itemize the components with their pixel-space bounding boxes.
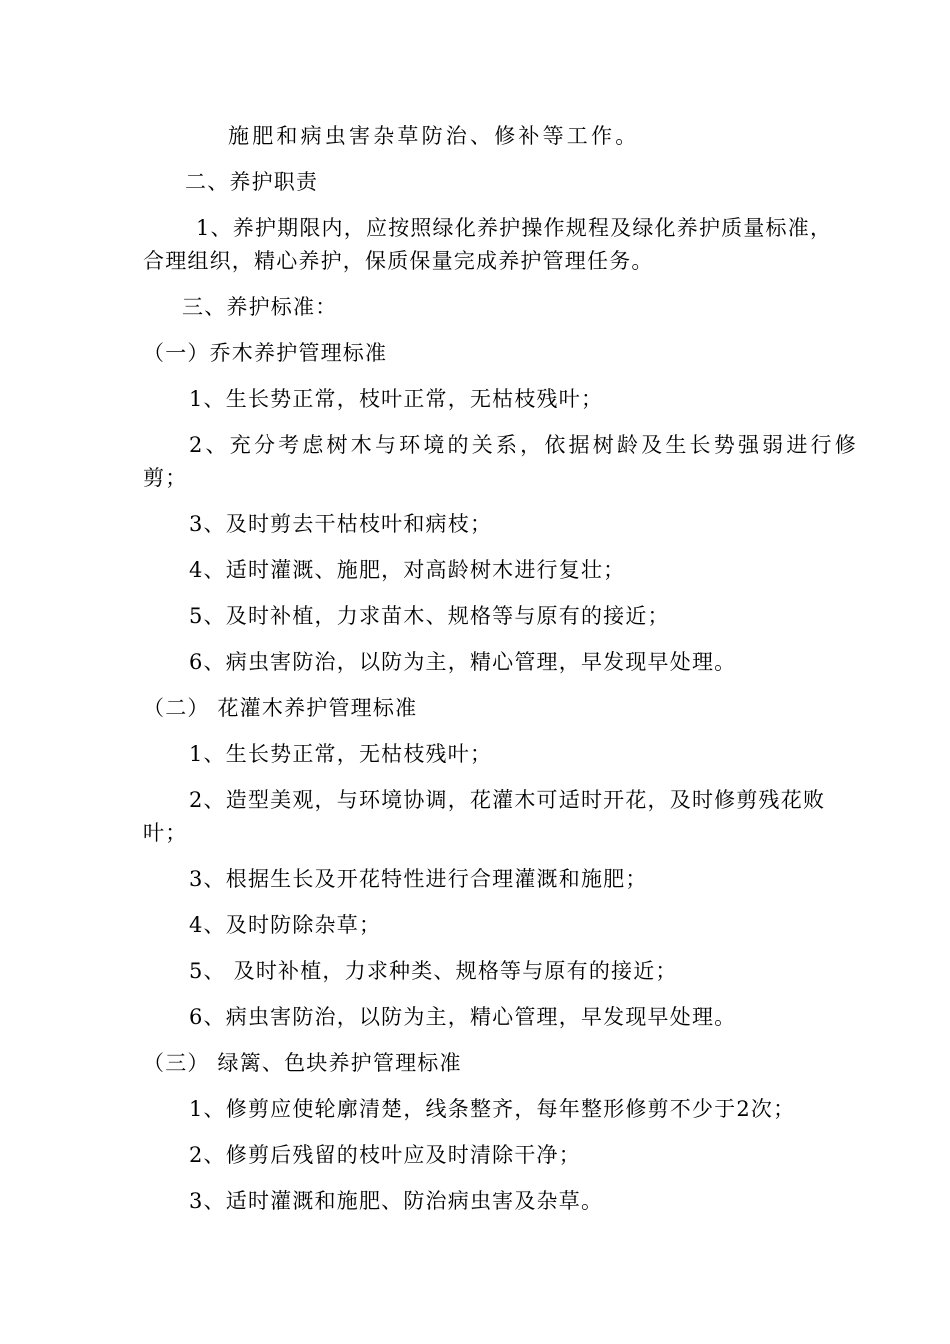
text-line-4: 合理组织，精心养护，保质保量完成养护管理任务。 — [143, 249, 654, 273]
list-item: 1、生长势正常，无枯枝残叶； — [189, 742, 493, 766]
list-item: 5、及时补植，力求苗木、规格等与原有的接近； — [189, 604, 670, 628]
list-item: 6、病虫害防治，以防为主，精心管理，早发现早处理。 — [189, 1005, 737, 1029]
list-item: 5、 及时补植，力求种类、规格等与原有的接近； — [189, 959, 678, 983]
list-item: 1、生长势正常，枝叶正常，无枯枝残叶； — [189, 387, 604, 411]
subsection-heading-3: （三） 绿篱、色块养护管理标准 — [143, 1051, 462, 1075]
list-item: 2、造型美观，与环境协调，花灌木可适时开花，及时修剪残花败 — [189, 788, 826, 812]
section-heading-standards: 三、养护标准： — [182, 295, 338, 319]
list-item-continuation: 剪； — [143, 466, 188, 490]
subsection-heading-2: （二） 花灌木养护管理标准 — [143, 696, 418, 720]
text-line-1: 施肥和病虫害杂草防治、修补等工作。 — [228, 124, 640, 148]
subsection-heading-1: （一）乔木养护管理标准 — [143, 341, 388, 365]
list-item: 3、适时灌溉和施肥、防治病虫害及杂草。 — [189, 1189, 604, 1213]
list-item-continuation: 叶； — [143, 821, 188, 845]
list-item: 3、及时剪去干枯枝叶和病枝； — [189, 512, 493, 536]
list-item: 2、修剪后残留的枝叶应及时清除干净； — [189, 1143, 581, 1167]
list-item: 2、充分考虑树木与环境的关系，依据树龄及生长势强弱进行修 — [189, 433, 859, 457]
list-item: 4、适时灌溉、施肥，对高龄树木进行复壮； — [189, 558, 626, 582]
list-item: 1、修剪应使轮廓清楚，线条整齐，每年整形修剪不少于2次； — [189, 1097, 796, 1121]
list-item: 6、病虫害防治，以防为主，精心管理，早发现早处理。 — [189, 650, 737, 674]
list-item: 4、及时防除杂草； — [189, 913, 382, 937]
list-item: 3、根据生长及开花特性进行合理灌溉和施肥； — [189, 867, 648, 891]
section-heading-duties: 二、养护职责 — [185, 170, 319, 194]
text-line-3: 1、养护期限内，应按照绿化养护操作规程及绿化养护质量标准， — [196, 216, 833, 240]
